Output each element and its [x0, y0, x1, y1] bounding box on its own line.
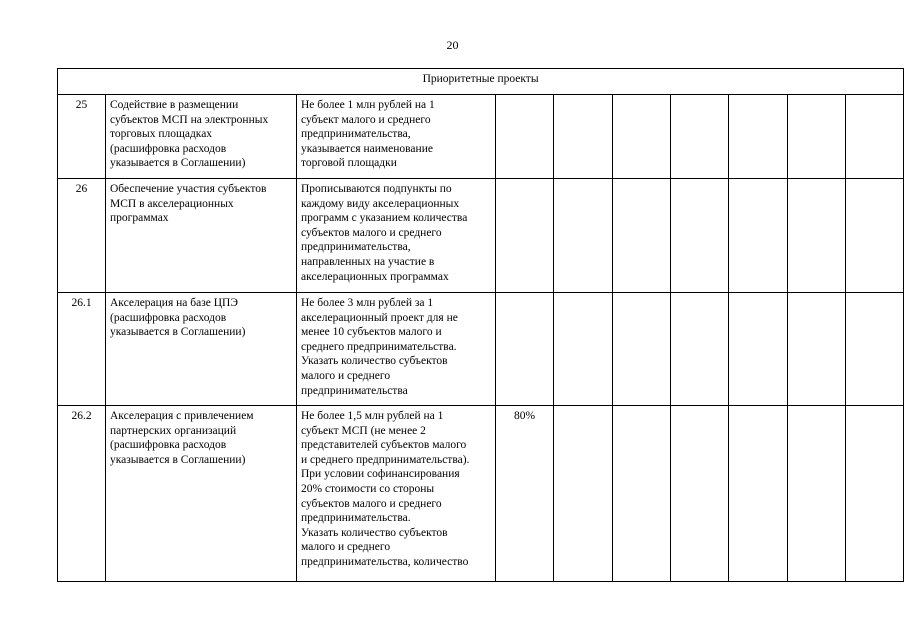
table-row [58, 406, 904, 582]
empty-cell [554, 293, 613, 406]
funding-condition: Не более 1 млн рублей на 1 субъект малого и среднего предпринимательства, указывается наименование торговой площадки [297, 95, 496, 179]
empty-cell [846, 293, 904, 406]
funding-condition: Прописываются подпункты по каждому виду акселерационных программ с указанием количества субъектов малого и среднего предпринимательства, направленных на участие в акселерационных программах [297, 179, 496, 293]
empty-cell [729, 95, 788, 179]
page-number: 20 [446, 38, 459, 52]
empty-cell [788, 95, 846, 179]
empty-cell [554, 179, 613, 293]
empty-cell [671, 406, 729, 582]
section-header-row [58, 69, 904, 95]
empty-cell [613, 179, 671, 293]
share-value [496, 95, 554, 179]
funding-condition: Не более 1,5 млн рублей на 1 субъект МСП (не менее 2 представителей субъектов малого и среднего предпринимательства). При условии софинансирования 20% стоимости со стороны субъектов малого и среднего предпринимательства. Указать количество субъектов малого и среднего предпринимательства, количество [297, 406, 496, 582]
priority-projects-table [57, 68, 904, 582]
section-title: Приоритетные проекты [58, 69, 904, 95]
table-row [58, 95, 904, 179]
funding-condition: Не более 3 млн рублей за 1 акселерационный проект для не менее 10 субъектов малого и среднего предпринимательства. Указать количество субъектов малого и среднего предпринимательства [297, 293, 496, 406]
empty-cell [788, 293, 846, 406]
table-row [58, 179, 904, 293]
empty-cell [788, 179, 846, 293]
empty-cell [613, 293, 671, 406]
measure-name: Содействие в размещении субъектов МСП на электронных торговых площадках (расшифровка расходов указывается в Соглашении) [106, 95, 297, 179]
empty-cell [729, 293, 788, 406]
empty-cell [846, 95, 904, 179]
empty-cell [613, 95, 671, 179]
empty-cell [846, 406, 904, 582]
empty-cell [554, 406, 613, 582]
empty-cell [613, 406, 671, 582]
empty-cell [671, 95, 729, 179]
share-value [496, 179, 554, 293]
share-value [496, 293, 554, 406]
row-number: 25 [58, 95, 106, 179]
measure-name: Обеспечение участия субъектов МСП в акселерационных программах [106, 179, 297, 293]
row-number: 26 [58, 179, 106, 293]
empty-cell [729, 406, 788, 582]
row-number: 26.1 [58, 293, 106, 406]
empty-cell [846, 179, 904, 293]
empty-cell [554, 95, 613, 179]
share-value: 80% [496, 406, 554, 582]
measure-name: Акселерация с привлечением партнерских организаций (расшифровка расходов указывается в Соглашении) [106, 406, 297, 582]
empty-cell [788, 406, 846, 582]
table-row [58, 293, 904, 406]
empty-cell [729, 179, 788, 293]
measure-name: Акселерация на базе ЦПЭ (расшифровка расходов указывается в Соглашении) [106, 293, 297, 406]
empty-cell [671, 179, 729, 293]
row-number: 26.2 [58, 406, 106, 582]
empty-cell [671, 293, 729, 406]
